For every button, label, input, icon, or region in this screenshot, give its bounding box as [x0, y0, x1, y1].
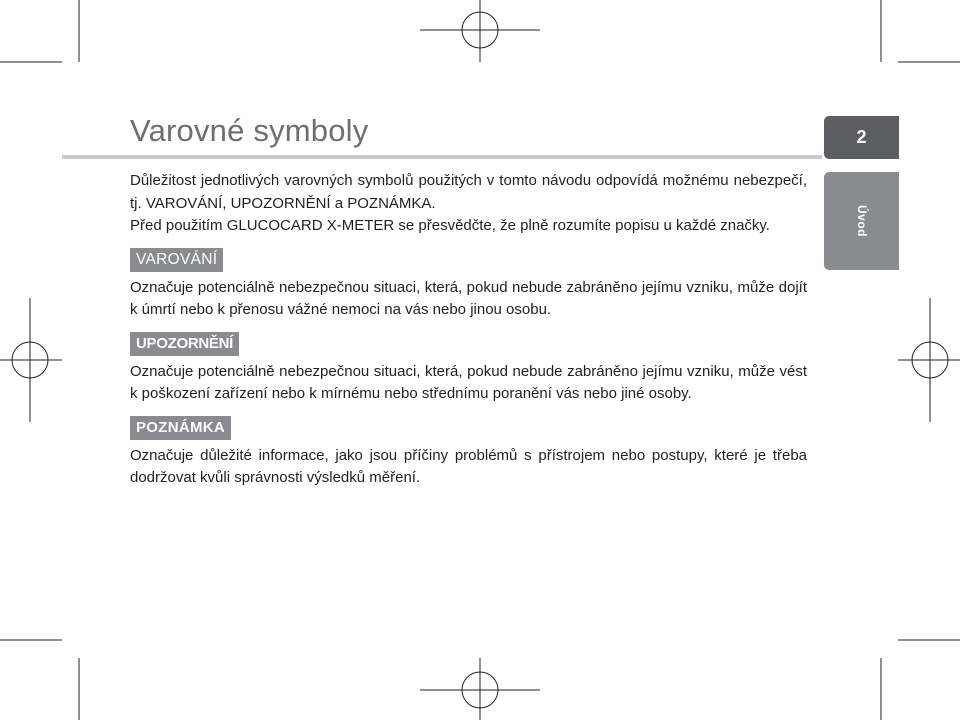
note-badge: POZNÁMKA	[130, 416, 231, 440]
notice-caution	[130, 332, 807, 406]
registration-mark-right	[898, 298, 960, 422]
page-content	[130, 170, 807, 500]
registration-mark-bottom	[420, 658, 540, 720]
intro-block	[130, 170, 807, 238]
notice-note	[130, 416, 807, 490]
registration-mark-top	[420, 0, 540, 62]
chapter-number: 2	[856, 127, 867, 147]
chapter-number-tab	[824, 116, 899, 159]
caution-text: Označuje potenciálně nebezpečnou situaci, která, pokud nebude zabráněno jejímu vzniku, může vést k poškození zařízení nebo k mírnému nebo střednímu poranění vás nebo jiné osoby.	[130, 362, 807, 402]
intro-paragraph-1: Důležitost jednotlivých varovných symbolů použitých v tomto návodu odpovídá možnému nebezpečí, tj. VAROVÁNÍ, UPOZORNĚNÍ a POZNÁMKA.	[130, 172, 807, 212]
section-tab-label: Úvod	[854, 205, 869, 237]
note-text: Označuje důležité informace, jako jsou příčiny problémů s přístrojem nebo postupy, které je třeba dodržovat kvůli správnosti výsledků měření.	[130, 446, 807, 486]
title-divider	[62, 155, 822, 159]
notice-warning	[130, 248, 807, 322]
caution-badge: UPOZORNĚNÍ	[130, 332, 239, 356]
section-tab	[824, 172, 899, 270]
intro-paragraph-2: Před použitím GLUCOCARD X-METER se přesvědčte, že plně rozumíte popisu u každé značky.	[130, 217, 770, 234]
registration-mark-left	[0, 298, 62, 422]
warning-text: Označuje potenciálně nebezpečnou situaci, která, pokud nebude zabráněno jejímu vzniku, může dojít k úmrtí nebo k přenosu vážné nemoci na vás nebo jinou osobu.	[130, 278, 807, 318]
page-title: Varovné symboly	[130, 113, 369, 148]
warning-badge: VAROVÁNÍ	[130, 248, 223, 272]
